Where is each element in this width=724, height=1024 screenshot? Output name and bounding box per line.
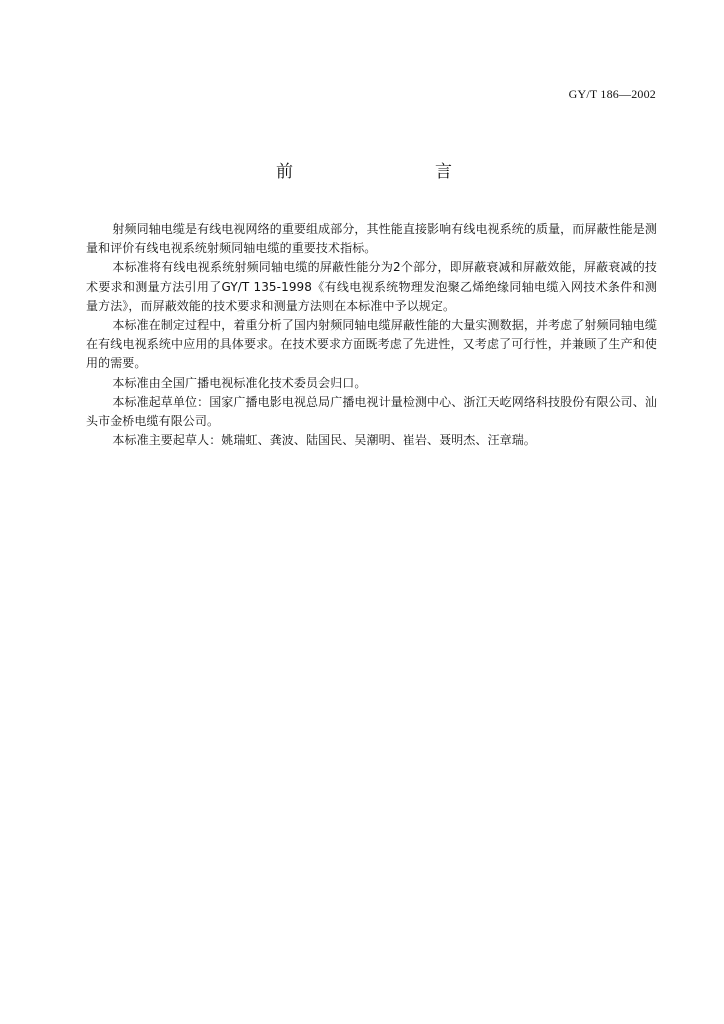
paragraph-development: 本标准在制定过程中，着重分析了国内射频同轴电缆屏蔽性能的大量实测数据，并考虑了射频同轴电缆在有线电视系统中应用的具体要求。在技术要求方面既考虑了先进性，又考虑了可行性，并兼顾了生产和使用的需要。	[86, 318, 657, 371]
foreword-body	[86, 220, 657, 450]
paragraph-committee: 本标准由全国广播电视标准化技术委员会归口。	[112, 375, 367, 390]
paragraph-drafters: 本标准主要起草人：姚瑞虹、龚波、陆国民、吴潮明、崔岩、聂明杰、汪章瑞。	[112, 433, 536, 448]
paragraph-intro: 射频同轴电缆是有线电视网络的重要组成部分，其性能直接影响有线电视系统的质量，而屏蔽性能是测量和评价有线电视系统射频同轴电缆的重要技术指标。	[86, 222, 657, 256]
paragraph-scope: 本标准将有线电视系统射频同轴电缆的屏蔽性能分为2个部分，即屏蔽衰减和屏蔽效能，屏蔽衰减的技术要求和测量方法引用了GY/T 135-1998《有线电视系统物理发泡聚乙烯绝缘同轴电缆入网技术条件和测量方法》，而屏蔽效能的技术要求和测量方法则在本标准中予以规定。	[86, 260, 657, 313]
page-title: 前 言	[276, 162, 488, 182]
standard-code: GY/T 186—2002	[568, 87, 656, 101]
paragraph-drafting-units: 本标准起草单位：国家广播电影电视总局广播电视计量检测中心、浙江天屹网络科技股份有限公司、汕头市金桥电缆有限公司。	[86, 394, 657, 429]
